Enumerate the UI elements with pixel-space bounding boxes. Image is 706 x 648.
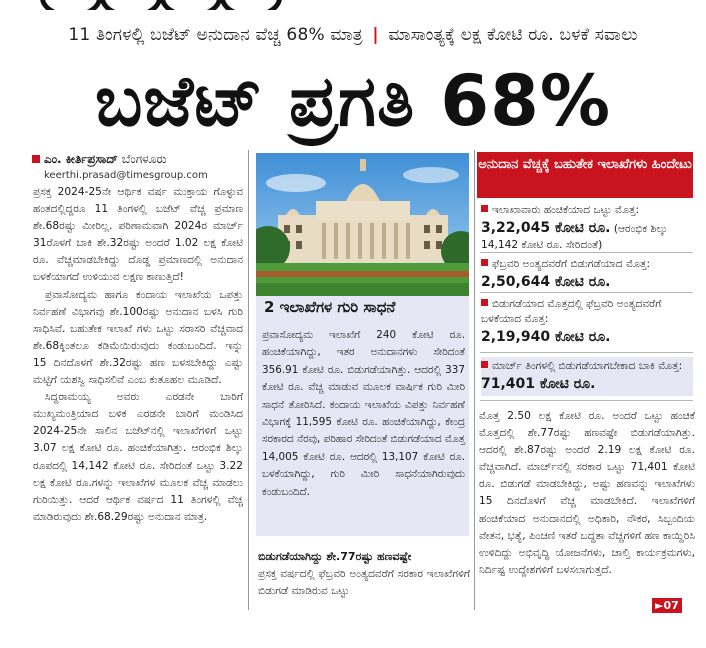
paragraph: ಸಿದ್ದರಾಮಯ್ಯ ಅವರು ಎರಡನೇ ಬಾರಿಗೆ ಮುಖ್ಯಮಂತ್ರಿಯಾದ ಬಳಿಕ ಎರಡನೇ ಬಾರಿಗೆ ಮಂಡಿಸಿದ 2024-25ನೇ ಸಾಲಿನ ಬಜೆಟ್‌ನಲ್ಲಿ ಇಲಾಖೆಗಳಿಗೆ ಒಟ್ಟು 3.07 ಲಕ್ಷ ಕೋಟಿ ರೂ. ಹಂಚಿಕೆಯಾಗಿತ್ತು. ಆರಂಭಿಕ ಶಿಲ್ಕು ರೂಪದಲ್ಲಿ 14,142 ಕೋಟಿ ರೂ. ಸೇರಿದಂತೆ ಒಟ್ಟು 3.22 ಲಕ್ಷ ಕೋಟಿ ರೂ.ಗಳನ್ನು ಇಲಾಖೆಗಳ ಮೂಲಕ ವೆಚ್ಚ ಮಾಡಲು ಗುರಿಯಿತ್ತು. ಆದರೆ ಆರ್ಥಿಕ ವರ್ಷದ 11 ತಿಂಗಳಲ್ಲಿ ವೆಚ್ಚ ಮಾಡಿರುವುದು ಶೇ.68.29ರಷ್ಟು ಅನುದಾನ ಮಾತ್ರ.	[33, 391, 243, 523]
kicker-divider: |	[372, 25, 379, 45]
byline-email: keerthi.prasad@timesgroup.com	[44, 170, 208, 181]
sub-heading: ಬಿಡುಗಡೆಯಾಗಿದ್ದು ಶೇ.77ರಷ್ಟು ಹಣವಷ್ಟೇ	[258, 550, 412, 563]
headline: ಬಜೆಟ್ ಪ್ರಗತಿ 68%	[95, 60, 611, 142]
column-rule	[248, 150, 249, 610]
letter-fragment	[40, 0, 102, 10]
fact-value: 2,19,940 ಕೋಟಿ ರೂ.	[481, 329, 611, 345]
divider	[480, 252, 693, 253]
fact-box-heading: ಅನುದಾನ ವೆಚ್ಚಕ್ಕೆ ಬಹುತೇಕ ಇಲಾಖೆಗಳು ಹಿಂದೇಟು	[477, 152, 693, 198]
fact-value: 3,22,045 ಕೋಟಿ ರೂ.	[481, 220, 611, 236]
continued-on-page-badge[interactable]: ►07	[652, 598, 682, 613]
byline-name: ಎಂ. ಕೀರ್ತಿಪ್ರಸಾದ್	[44, 152, 118, 166]
fact-value: 2,50,644 ಕೋಟಿ ರೂ.	[481, 274, 611, 290]
paragraph: ಪ್ರಸಕ್ತ ವರ್ಷದಲ್ಲಿ ಫೆಬ್ರವರಿ ಅಂತ್ಯದವರೆಗೆ ಸರಕಾರ ಇಲಾಖೆಗಳಿಗೆ ಬಿಡುಗಡೆ ಮಾಡಿರುವ ಒಟ್ಟು	[258, 568, 470, 598]
top-decoration	[0, 0, 706, 10]
bullet-square-icon	[481, 205, 488, 212]
bullet-square-icon	[481, 259, 488, 266]
sidebar-text: ಪ್ರವಾಸೋದ್ಯಮ ಇಲಾಖೆಗೆ 240 ಕೋಟಿ ರೂ. ಹಂಚಿಕೆಯಾಗಿದ್ದು, ಇತರ ಅನುದಾನಗಳು ಸೇರಿದಂತೆ 356.91 ಕೋಟಿ ರೂ. ಬಿಡುಗಡೆಯಾಗಿತ್ತು. ಆದರಲ್ಲಿ 337 ಕೋಟಿ ರೂ. ವೆಚ್ಚ ಮಾಡುವ ಮೂಲಕ ವಾರ್ಷಿಕ ಗುರಿ ಮೀರಿ ಸಾಧನೆ ತೋರಿಸಿದೆ. ಕಂದಾಯ ಇಲಾಖೆಯ ವಿಪತ್ತು ನಿರ್ವಹಣೆ ವಿಭಾಗಕ್ಕೆ 11,595 ಕೋಟಿ ರೂ. ಹಂಚಿಕೆಯಾಗಿದ್ದು, ಕೇಂದ್ರ ಸರಕಾರದ ನೆರವು, ಪರಿಹಾರ ಸೇರಿದಂತೆ ಬಿಡುಗಡೆಯಾದ ಮೊತ್ತ 14,005 ಕೋಟಿ ರೂ. ಆದರಲ್ಲಿ 13,107 ಕೋಟಿ ರೂ. ಬಳಕೆಯಾಗಿದ್ದು, ಗುರಿ ಮೀರಿ ಸಾಧನೆಯಾಗಿರುವುದು ಕಂಡುಬಂದಿದೆ.	[262, 329, 465, 498]
bullet-square-icon	[481, 361, 488, 368]
vidhana-soudha-photo	[256, 153, 469, 296]
left-column	[33, 184, 243, 526]
byline-city: ಬೆಂಗಳೂರು	[121, 152, 167, 166]
letter-fragment	[100, 0, 162, 10]
continued-page-number: 07	[663, 599, 679, 612]
paragraph: ಮೊತ್ತ 2.50 ಲಕ್ಷ ಕೋಟಿ ರೂ. ಅಂದರೆ ಒಟ್ಟು ಹಂಚಿಕೆ ಮೊತ್ತದಲ್ಲಿ ಶೇ.77ರಷ್ಟು ಹಣವಷ್ಟೇ ಬಿಡುಗಡೆಯಾಗಿತ್ತು. ಆದರಲ್ಲಿ ಶೇ.87ರಷ್ಟು ಅಂದರೆ 2.19 ಲಕ್ಷ ಕೋಟಿ ರೂ. ವೆಚ್ಚವಾಗಿದೆ. ಮಾರ್ಚ್‌ನಲ್ಲಿ ಸರಕಾರ ಒಟ್ಟು 71,401 ಕೋಟಿ ರೂ. ಬಿಡುಗಡೆ ಮಾಡಬೇಕಿದ್ದು, ಅಷ್ಟು ಹಣವನ್ನು ಇಲಾಖೆಗಳು 15 ದಿನದೊಳಗೆ ವೆಚ್ಚ ಮಾಡಬೇಕಿದೆ. ಇಲಾಖೆಗಳಿಗೆ ಹಂಚಿಕೆಯಾದ ಅನುದಾನದಲ್ಲಿ ಅಧಿಕಾರಿ, ನೌಕರ, ಸಿಬ್ಬಂದಿಯ ವೇತನ, ಭತ್ಯೆ, ಪಿಂಚಣಿ ಇತರೆ ಬದ್ಧತಾ ವೆಚ್ಚಗಳಿಗೆ ಹಣ ಕಾಯ್ದಿರಿಸಿ ಉಳಿದಿದ್ದು ಅಭಿವೃದ್ಧಿ ಯೋಜನೆಗಳು, ಚಾಲ್ತಿ ಕಾರ್ಯಕ್ರಮಗಳು, ನಿರ್ದಿಷ್ಟ ಉದ್ದೇಶಗಳಿಗೆ ಬಳಸಲಾಗುತ್ತದೆ.	[479, 410, 695, 576]
bullet-square-icon	[32, 155, 40, 163]
fact-value: 71,401 ಕೋಟಿ ರೂ.	[481, 376, 596, 392]
fact-label: ಮಾರ್ಚ್ ತಿಂಗಳಲ್ಲಿ ಬಿಡುಗಡೆಯಾಗಬೇಕಾದ ಬಾಕಿ ಮೊತ್ತ:	[492, 360, 683, 372]
kicker-right: ಮಾಸಾಂತ್ಯಕ್ಕೆ ಲಕ್ಷ ಕೋಟಿ ರೂ. ಬಳಕೆ ಸವಾಲು	[388, 25, 638, 45]
byline	[32, 152, 167, 167]
divider	[480, 400, 693, 401]
fact-item	[481, 357, 693, 396]
column-rule	[474, 150, 475, 610]
fact-item	[481, 203, 693, 253]
kicker-left: 11 ತಿಂಗಳಲ್ಲಿ ಬಜೆಟ್ ಅನುದಾನ ವೆಚ್ಚ 68% ಮಾತ್ರ	[68, 25, 363, 45]
sidebar-title: 2 ಇಲಾಖೆಗಳ ಗುರಿ ಸಾಧನೆ	[264, 298, 396, 316]
letter-fragment	[160, 0, 222, 10]
fact-item	[481, 297, 693, 347]
divider	[480, 352, 693, 353]
letter-fragment	[220, 0, 282, 10]
fact-label: ಇಲಾಖಾವಾರು ಹಂಚಿಕೆಯಾದ ಒಟ್ಟು ಮೊತ್ತ:	[492, 204, 640, 216]
bullet-square-icon	[481, 299, 488, 306]
fact-label: ಫೆಬ್ರವರಿ ಅಂತ್ಯದವರೆಗೆ ಬಿಡುಗಡೆಯಾದ ಮೊತ್ತ:	[492, 258, 651, 270]
fact-item	[481, 257, 693, 292]
kicker	[0, 25, 706, 45]
paragraph: ಪ್ರವಾಸೋದ್ಯಮ ಹಾಗೂ ಕಂದಾಯ ಇಲಾಖೆಯ ಒಪತ್ತು ನಿರ್ವಹಣೆ ವಿಭಾಗವು ಶೇ.100ರಷ್ಟು ಅನುದಾನ ಬಳಸಿ ಗುರಿ ಸಾಧಿಸಿವೆ. ಬಹುತೇಕ ಇಲಾಖೆ ಗಳು ಒಟ್ಟು ಸರಾಸರಿ ವೆಚ್ಚವಾದ ಶೇ.68ಕ್ಕಿಂತಲೂ ಕಡಿಮೆಯಿರುವುದು ಕಂಡುಬಂದಿದೆ. ಇನ್ನು 15 ದಿನದೊಳಗೆ ಶೇ.32ರಷ್ಟು ಹಣ ಬಳಸಬೇಕಿದ್ದು ಎಷ್ಟು ಮಟ್ಟಿಗೆ ಯಶಸ್ವಿ ಸಾಧಿಸಲಿವೆ ಎಂಬ ಕುತೂಹಲ ಮೂಡಿದೆ.	[33, 288, 243, 387]
paragraph: ಪ್ರಸಕ್ತ 2024-25ನೇ ಆರ್ಥಿಕ ವರ್ಷ ಮುಕ್ತಾಯ ಗೊಳ್ಳುವ ಹಂತದಲ್ಲಿದ್ದರೂ 11 ತಿಂಗಳಲ್ಲಿ ಬಜೆಟ್ ವೆಚ್ಚ ಪ್ರಮಾಣ ಶೇ.68ರಷ್ಟು ಮೀರಿಲ್ಲ. ಪರಿಣಾಮವಾಗಿ 2024ರ ಮಾರ್ಚ್ 31ರೊಳಗೆ ಬಾಕಿ ಶೇ.32ರಷ್ಟು ಅಂದರೆ 1.02 ಲಕ್ಷ ಕೋಟಿ ರೂ. ವೆಚ್ಚಮಾಡಬೇಕಿದ್ದು ದೊಡ್ಡ ಪ್ರಮಾಣದಲ್ಲಿ ಅನುದಾನ ಬಳಕೆಯಾಗದೆ ಉಳಿಯುವ ಲಕ್ಷಣ ಕಾಣುತ್ತಿದೆ!	[33, 186, 243, 284]
fact-label: ಬಿಡುಗಡೆಯಾದ ಮೊತ್ತದಲ್ಲಿ ಫೆಬ್ರವರಿ ಅಂತ್ಯದವರೆಗೆ ಬಳಕೆಯಾದ ಮೊತ್ತ:	[481, 298, 662, 325]
fact-note: (ಆರಂಭಿಕ ಶಿಲ್ಕು 14,142 ಕೋಟಿ ರೂ. ಸೇರಿದಂತೆ)	[481, 223, 668, 251]
divider	[480, 292, 693, 293]
